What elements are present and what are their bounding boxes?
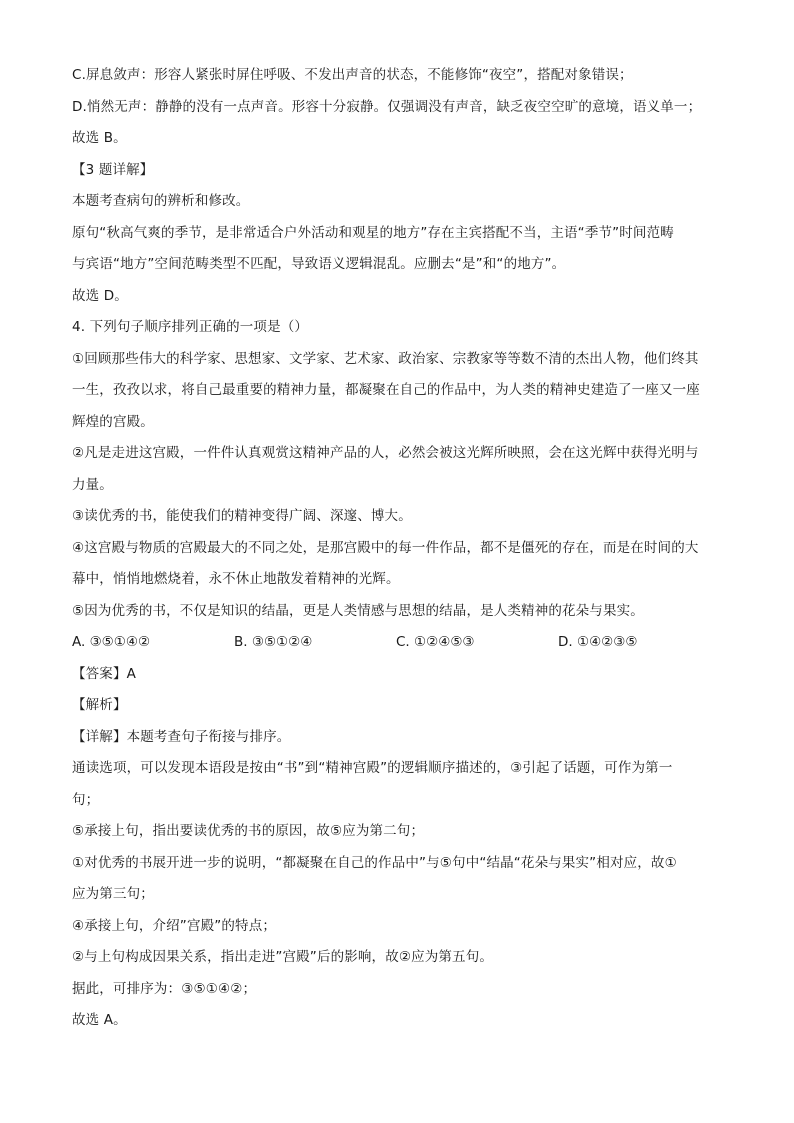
q4-sentence-3: ③读优秀的书，能使我们的精神变得广阔、深邃、博大。 [72, 508, 412, 524]
q3-topic: 本题考查病句的辨析和修改。 [72, 193, 250, 209]
option-b: B. ③⑤①②④ [234, 634, 313, 650]
option-c: C. ①②④⑤③ [396, 634, 475, 650]
q3-explanation-2: 与宾语“地方”空间范畴类型不匹配，导致语义逻辑混乱。应删去“是”和“的地方”。 [72, 256, 566, 272]
option-d: D. ①④②③⑤ [558, 634, 638, 650]
q4-sentence-4-line-1: ④这宫殿与物质的宫殿最大的不同之处，是那宫殿中的每一件作品，都不是僵死的存在，而是在时间的大 [72, 539, 699, 556]
q4-order-summary: 据此，可排序为：③⑤①④②； [72, 980, 257, 997]
q4-detail-line-3: ⑤承接上句，指出要读优秀的书的原因，故⑤应为第二句； [72, 823, 425, 839]
q4-detail-line-5: 应为第三句； [72, 886, 154, 902]
q4-options [72, 627, 722, 659]
q4-detail-line-2: 句； [72, 791, 100, 808]
q4-sentence-2-line-1: ②凡是走进这宫殿，一件件认真观赏这精神产品的人，必然会被这光辉所映照，会在这光辉中获得光明与 [72, 445, 699, 461]
q4-sentence-1-line-2: 一生，孜孜以求，将自己最重要的精神力量，都凝聚在自己的作品中，为人类的精神史建造了一座又一座 [72, 382, 700, 398]
q4-sentence-2-line-2: 力量。 [72, 476, 113, 493]
answer-choice-b: 故选 B。 [72, 130, 127, 146]
q4-detail-line-1: 通读选项，可以发现本语段是按由“书”到“精神宫殿”的逻辑顺序描述的，③引起了话题，可作为第一 [72, 760, 673, 776]
q4-final-choice: 故选 A。 [72, 1012, 127, 1028]
q4-detail-heading: 【详解】本题考查句子衔接与排序。 [72, 728, 291, 745]
q4-sentence-1-line-1: ①回顾那些伟大的科学家、思想家、文学家、艺术家、政治家、宗教家等等数不清的杰出人物，他们终其 [72, 350, 699, 367]
answer-choice-d: 故选 D。 [72, 287, 128, 304]
q4-analysis-heading: 【解析】 [72, 697, 127, 713]
q3-explanation-1: 原句“秋高气爽的季节，是非常适合户外活动和观星的地方”存在主宾搭配不当，主语“季节”时间范畴 [72, 224, 674, 241]
analysis-line-c: C.屏息敛声：形容人紧张时屏住呼吸、不发出声音的状态，不能修饰“夜空”，搭配对象错误； [72, 67, 633, 83]
q4-sentence-4-line-2: 幕中，悄悄地燃烧着，永不休止地散发着精神的光辉。 [72, 571, 400, 587]
analysis-line-d: D.悄然无声：静静的没有一点声音。形容十分寂静。仅强调没有声音，缺乏夜空空旷的意境，语义单一； [72, 98, 702, 115]
q4-question: 4. 下列句子顺序排列正确的一项是（） [72, 319, 309, 335]
option-a: A. ③⑤①④② [72, 634, 151, 650]
document-page [72, 60, 722, 1037]
q3-detail-heading: 【3 题详解】 [72, 161, 154, 178]
q4-detail-line-6: ④承接上句，介绍”宫殿”的特点； [72, 917, 276, 934]
q4-detail-line-4: ①对优秀的书展开进一步的说明，“都凝聚在自己的作品中”与⑤句中“结晶“花朵与果实”相对应，故① [72, 854, 677, 871]
q4-sentence-1-line-3: 辉煌的宫殿。 [72, 413, 154, 430]
q4-sentence-5: ⑤因为优秀的书，不仅是知识的结晶，更是人类情感与思想的结晶，是人类精神的花朵与果实。 [72, 602, 644, 619]
q4-answer: 【答案】A [72, 665, 136, 682]
q4-detail-line-7: ②与上句构成因果关系，指出走进”宫殿”后的影响，故②应为第五句。 [72, 949, 493, 965]
